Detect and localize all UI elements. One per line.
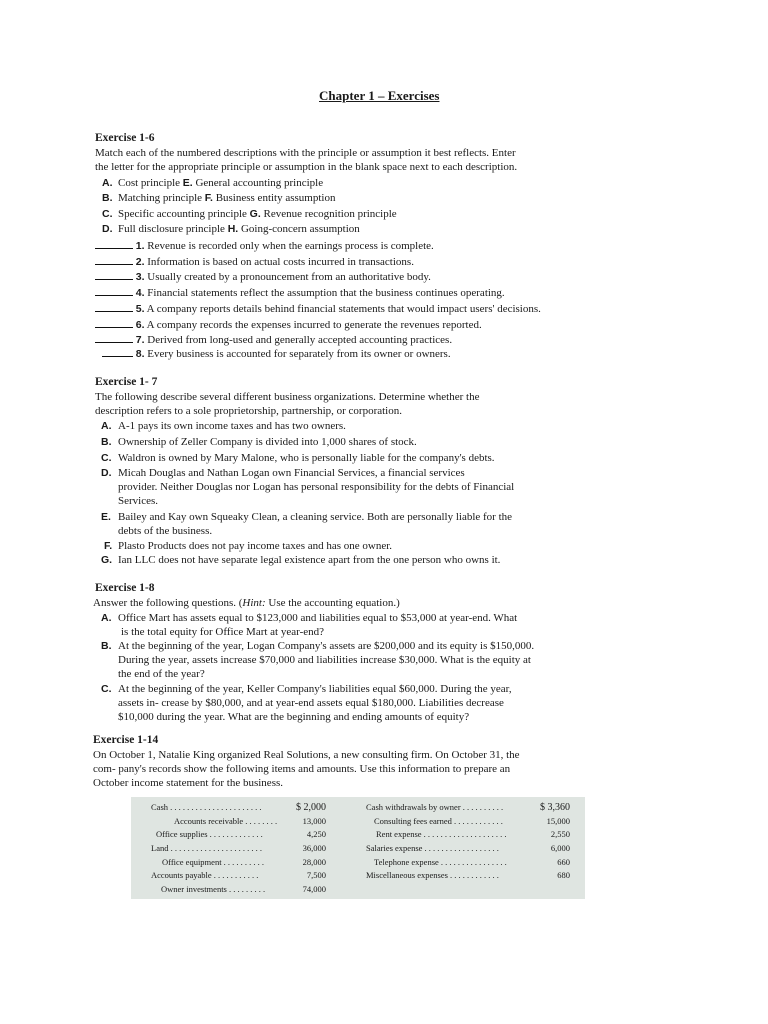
item-text: A-1 pays its own income taxes and has two owners. [118,420,346,432]
option-row: A. Cost principle E. General accounting principle [102,177,324,189]
exercise-1-14-intro-line-2: com- pany's records show the following items and amounts. Use this information to prepare an [93,763,511,775]
item-letter: E. [101,511,111,523]
table-cell: Salaries expense . . . . . . . . . . . . . . . . . . [366,843,499,854]
option-row: D. Full disclosure principle H. Going-concern assumption [102,223,360,235]
item-text: At the beginning of the year, Keller Company's liabilities equal $60,000. During the year, [118,683,512,695]
table-cell: $ 2,000 [296,802,326,813]
item-text: During the year, assets increase $70,000 and liabilities increase $30,000. What is the equity at [118,654,531,666]
table-cell: 680 [557,870,570,881]
table-cell: Cash withdrawals by owner . . . . . . . . . . [366,802,504,812]
left-labels-column [151,801,277,897]
exercise-1-7-intro-line-2: description refers to a sole proprietorship, partnership, or corporation. [95,405,402,417]
exercise-1-14-heading: Exercise 1-14 [93,734,159,746]
item-text: Waldron is owned by Mary Malone, who is personally liable for the company's debts. [118,452,495,464]
table-cell: Miscellaneous expenses . . . . . . . . . . . . [366,870,499,881]
item-letter: G. [101,554,113,566]
table-cell: 28,000 [302,856,326,867]
right-values-column [521,801,570,883]
answer-blank-4[interactable] [95,285,133,296]
table-cell: 7,500 [306,870,326,881]
list-item: 8. Every business is accounted for separately from its owner or owners. [102,346,451,361]
exercise-1-6-heading: Exercise 1-6 [95,132,155,144]
list-item: 2. Information is based on actual costs incurred in transactions. [95,254,414,269]
list-item: 1. Revenue is recorded only when the earnings process is complete. [95,238,434,253]
table-cell: $ 3,360 [540,802,570,813]
item-letter: F. [104,540,113,552]
table-cell: Office supplies . . . . . . . . . . . . . [156,829,263,840]
answer-blank-6[interactable] [95,317,133,328]
exercise-1-14-intro-line-3: October income statement for the business. [93,777,284,789]
exercise-1-8-intro: Answer the following questions. (Hint: Use the accounting equation.) [93,597,400,609]
table-cell: 2,550 [550,829,570,840]
page-title: Chapter 1 – Exercises [319,88,440,103]
table-cell: 660 [557,856,570,867]
table-cell: 6,000 [550,843,570,854]
item-text: assets in- crease by $80,000, and at year-end assets equal $180,000. Liabilities decrease [118,697,504,709]
answer-blank-1[interactable] [95,238,133,249]
answer-blank-7[interactable] [95,332,133,343]
table-cell: 4,250 [306,829,326,840]
table-cell: Office equipment . . . . . . . . . . [162,856,265,867]
item-text: Ownership of Zeller Company is divided into 1,000 shares of stock. [118,436,417,448]
table-cell: Land . . . . . . . . . . . . . . . . . . . . . . [151,843,262,854]
table-cell: 15,000 [546,815,570,826]
answer-blank-2[interactable] [95,254,133,265]
exercise-1-7-heading: Exercise 1- 7 [95,376,158,388]
financial-items-table [131,797,585,899]
item-text: the end of the year? [118,668,205,680]
option-row: B. Matching principle F. Business entity assumption [102,192,336,204]
item-letter: B. [101,436,112,448]
table-cell: Accounts payable . . . . . . . . . . . [151,870,259,881]
exercise-1-6-intro-line-1: Match each of the numbered descriptions with the principle or assumption it best reflects. Enter [95,147,516,159]
table-cell: Telephone expense . . . . . . . . . . . . . . . . [374,856,507,867]
left-values-column [281,801,326,897]
item-letter: A. [101,612,112,624]
table-cell: Consulting fees earned . . . . . . . . . . . . [374,815,503,826]
table-cell: Accounts receivable . . . . . . . . [174,815,278,826]
exercise-1-8-heading: Exercise 1-8 [95,582,155,594]
item-letter: D. [101,467,112,479]
list-item: 5. A company reports details behind financial statements that would impact users' decisions. [95,301,541,316]
item-text: Services. [118,495,159,507]
item-text: Bailey and Kay own Squeaky Clean, a cleaning service. Both are personally liable for the [118,511,513,523]
table-cell: 36,000 [302,843,326,854]
item-letter: B. [101,640,112,652]
item-text: Ian LLC does not have separate legal existence apart from the one person who owns it. [118,554,501,566]
item-text: provider. Neither Douglas nor Logan has personal responsibility for the debts of Financial [118,481,515,493]
list-item: 6. A company records the expenses incurred to generate the revenues reported. [95,317,482,332]
item-text: Office Mart has assets equal to $123,000 and liabilities equal to $53,000 at year-end. What [118,612,518,624]
item-text: debts of the business. [118,525,213,537]
item-text: $10,000 during the year. What are the beginning and ending amounts of equity? [118,711,470,723]
item-letter: C. [101,683,112,695]
exercise-1-7-intro-line-1: The following describe several different business organizations. Determine whether the [95,391,480,403]
table-cell: 74,000 [302,884,326,895]
right-labels-column [366,801,507,883]
exercise-1-6-intro-line-2: the letter for the appropriate principle or assumption in the blank space next to each description. [95,161,518,173]
item-text: Plasto Products does not pay income taxes and has one owner. [118,540,393,552]
answer-blank-3[interactable] [95,269,133,280]
list-item: 4. Financial statements reflect the assumption that the business continues operating. [95,285,505,300]
answer-blank-8[interactable] [102,346,133,357]
table-cell: Cash . . . . . . . . . . . . . . . . . . . . . . [151,802,262,812]
item-text: At the beginning of the year, Logan Company's assets are $200,000 and its equity is $150,000. [118,640,535,652]
exercise-1-14-intro-line-1: On October 1, Natalie King organized Real Solutions, a new consulting firm. On October 31, the [93,749,520,761]
table-cell: Owner investments . . . . . . . . . [161,884,266,895]
option-row: C. Specific accounting principle G. Revenue recognition principle [102,208,397,220]
item-text: Micah Douglas and Nathan Logan own Financial Services, a financial services [118,467,465,479]
item-letter: C. [101,452,112,464]
list-item: 3. Usually created by a pronouncement from an authoritative body. [95,269,431,284]
answer-blank-5[interactable] [95,301,133,312]
list-item: 7. Derived from long-used and generally accepted accounting practices. [95,332,452,347]
item-letter: A. [101,420,112,432]
item-text: is the total equity for Office Mart at year-end? [121,626,324,638]
table-cell: 13,000 [302,815,326,826]
table-cell: Rent expense . . . . . . . . . . . . . . . . . . . . [376,829,507,840]
